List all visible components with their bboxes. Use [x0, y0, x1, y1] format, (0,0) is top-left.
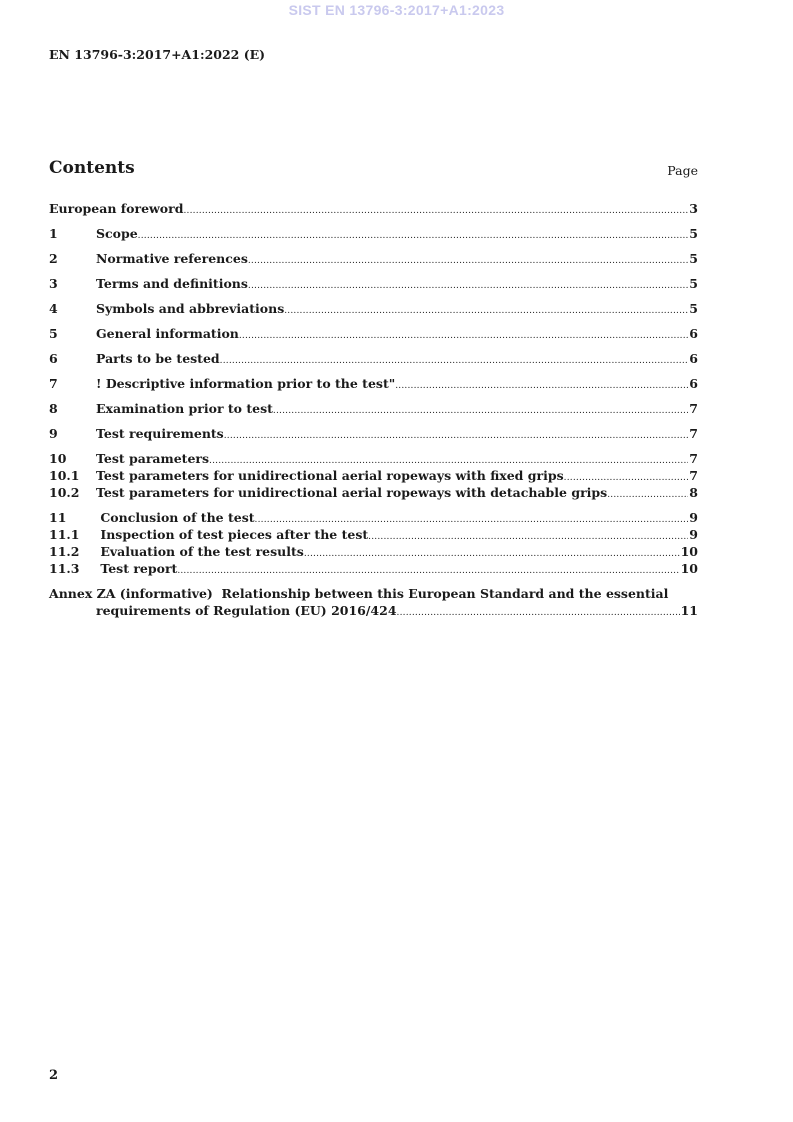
toc-leader-dots [607, 487, 688, 504]
toc-entry-number: 11.1 [49, 527, 80, 542]
toc-leader-dots [284, 303, 688, 320]
toc-leader-dots [304, 546, 680, 563]
toc-entry-number: 2 [49, 251, 58, 266]
toc-entry[interactable] [49, 375, 698, 392]
toc-leader-dots [224, 428, 689, 445]
toc-entry-page: 3 [689, 201, 698, 216]
toc-entry-page: 7 [689, 468, 698, 483]
toc-entry-number: 1 [49, 226, 58, 241]
toc-entry-page: 7 [689, 451, 698, 466]
annex-line [49, 602, 698, 619]
toc-entry-title: Test report [96, 561, 178, 576]
toc-leader-dots [397, 605, 680, 622]
toc-leader-dots [138, 228, 689, 245]
toc-entry[interactable] [49, 543, 698, 560]
toc-entry[interactable] [49, 400, 698, 417]
watermark: SIST EN 13796-3:2017+A1:2023 [288, 2, 505, 18]
toc-entry-page: 5 [689, 251, 698, 266]
toc-entry[interactable] [49, 275, 698, 292]
toc-entry[interactable] [49, 467, 698, 484]
toc-entry-page: 6 [689, 376, 698, 391]
annex-title-line2: requirements of Regulation (EU) 2016/424 [96, 603, 397, 618]
toc-entry-page: 7 [689, 426, 698, 441]
toc-leader-dots [183, 203, 688, 220]
contents-heading: Contents [49, 158, 135, 178]
toc-entry[interactable] [49, 484, 698, 501]
toc-entry-title: Test parameters for unidirectional aerial ropeways with fixed grips [96, 468, 564, 483]
toc-annex-entry[interactable] [49, 585, 698, 619]
page-column-label: Page [667, 163, 698, 178]
toc-entry-title: ! Descriptive information prior to the test" [96, 376, 396, 391]
toc-entry-number: 11.3 [49, 561, 80, 576]
toc-entry-title: Normative references [96, 251, 248, 266]
toc-entry-title: Examination prior to test [96, 401, 273, 416]
table-of-contents [49, 200, 698, 619]
toc-entry[interactable] [49, 425, 698, 442]
toc-entry[interactable] [49, 300, 698, 317]
toc-entry-page: 10 [680, 561, 698, 576]
annex-page: 11 [680, 603, 698, 618]
toc-entry[interactable] [49, 509, 698, 526]
toc-entry-title: Test parameters [96, 451, 210, 466]
toc-entry-page: 9 [689, 527, 698, 542]
toc-leader-dots [177, 563, 679, 580]
toc-entry-number: 10.1 [49, 468, 80, 483]
toc-leader-dots [248, 253, 688, 270]
toc-entry-title: Conclusion of the test [96, 510, 255, 525]
toc-entry-title: European foreword [49, 201, 184, 216]
toc-leader-dots [273, 403, 688, 420]
toc-entry-page: 10 [680, 544, 698, 559]
toc-entry-page: 6 [689, 351, 698, 366]
toc-entry-page: 6 [689, 326, 698, 341]
annex-title-line1: Annex ZA (informative) Relationship between this European Standard and the essential [49, 586, 669, 601]
toc-entry[interactable] [49, 250, 698, 267]
toc-entry[interactable] [49, 225, 698, 242]
toc-entry-number: 4 [49, 301, 58, 316]
toc-entry[interactable] [49, 325, 698, 342]
toc-entry[interactable] [49, 350, 698, 367]
toc-entry-title: Test requirements [96, 426, 224, 441]
toc-entry[interactable] [49, 450, 698, 467]
toc-entry-number: 11 [49, 510, 67, 525]
toc-entry-title: Test parameters for unidirectional aerial ropeways with detachable grips [96, 485, 608, 500]
toc-entry-title: Scope [96, 226, 138, 241]
toc-leader-dots [239, 328, 688, 345]
toc-leader-dots [395, 378, 688, 395]
toc-entry-number: 10.2 [49, 485, 80, 500]
annex-line [49, 585, 698, 602]
toc-entry-page: 7 [689, 401, 698, 416]
toc-entry-title: Evaluation of the test results [96, 544, 304, 559]
toc-entry-number: 6 [49, 351, 58, 366]
toc-entry[interactable] [49, 526, 698, 543]
toc-entry[interactable] [49, 200, 698, 217]
toc-entry[interactable] [49, 560, 698, 577]
toc-entry-page: 8 [689, 485, 698, 500]
toc-leader-dots [368, 529, 688, 546]
toc-entry-number: 11.2 [49, 544, 80, 559]
toc-entry-title: Symbols and abbreviations [96, 301, 285, 316]
toc-entry-number: 8 [49, 401, 58, 416]
toc-leader-dots [248, 278, 688, 295]
toc-entry-page: 5 [689, 226, 698, 241]
page-number: 2 [49, 1068, 59, 1083]
toc-entry-page: 5 [689, 301, 698, 316]
toc-entry-page: 9 [689, 510, 698, 525]
toc-entry-number: 5 [49, 326, 58, 341]
toc-entry-title: Terms and definitions [96, 276, 248, 291]
toc-leader-dots [220, 353, 689, 370]
toc-entry-title: General information [96, 326, 239, 341]
toc-entry-number: 7 [49, 376, 58, 391]
toc-entry-page: 5 [689, 276, 698, 291]
toc-entry-number: 9 [49, 426, 58, 441]
toc-entry-number: 3 [49, 276, 58, 291]
toc-entry-title: Parts to be tested [96, 351, 220, 366]
toc-entry-title: Inspection of test pieces after the test [96, 527, 369, 542]
toc-entry-number: 10 [49, 451, 67, 466]
document-id: EN 13796-3:2017+A1:2022 (E) [49, 47, 266, 62]
